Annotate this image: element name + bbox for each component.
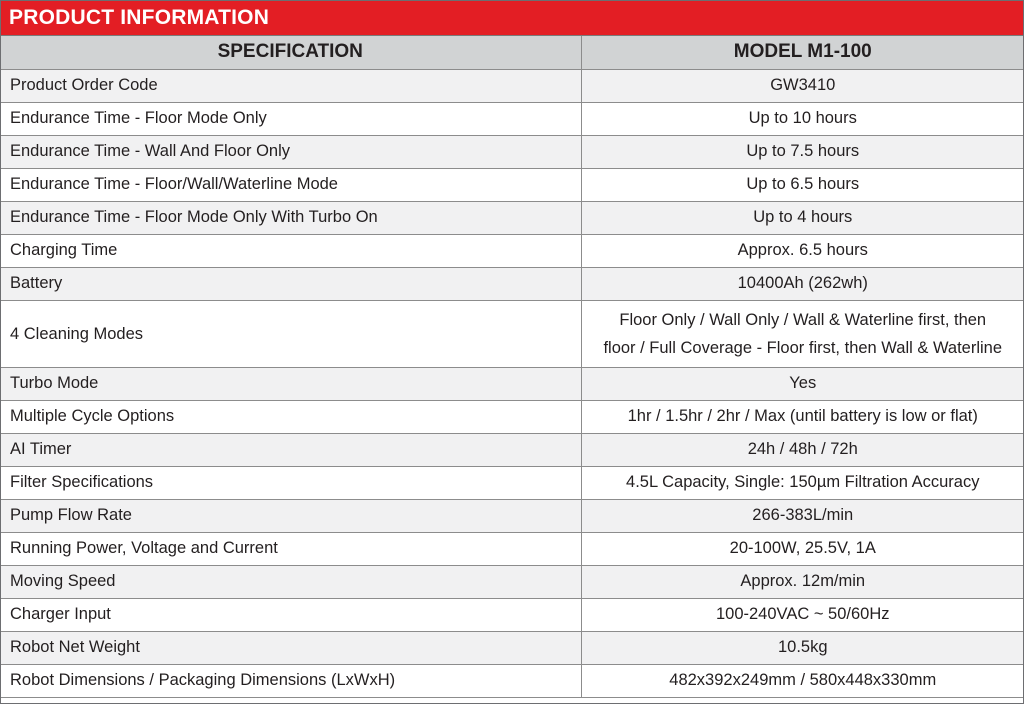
spec-label: Product Order Code	[0, 69, 581, 102]
spec-value: 482x392x249mm / 580x448x330mm	[581, 664, 1024, 697]
table-row	[0, 300, 1024, 367]
table-row	[0, 234, 1024, 267]
spec-value: Approx. 12m/min	[581, 565, 1024, 598]
table-row	[0, 69, 1024, 102]
spec-label: Robot Net Weight	[0, 631, 581, 664]
spec-value: 20-100W, 25.5V, 1A	[581, 532, 1024, 565]
table-row	[0, 532, 1024, 565]
table-row	[0, 135, 1024, 168]
table-row	[0, 466, 1024, 499]
spec-label: Filter Specifications	[0, 466, 581, 499]
spec-value: 1hr / 1.5hr / 2hr / Max (until battery is low or flat)	[581, 400, 1024, 433]
spec-label: Battery	[0, 267, 581, 300]
spec-label: Endurance Time - Floor/Wall/Waterline Mode	[0, 168, 581, 201]
spec-value: 10.5kg	[581, 631, 1024, 664]
spec-label: 4 Cleaning Modes	[0, 300, 581, 367]
spec-label: Endurance Time - Floor Mode Only With Turbo On	[0, 201, 581, 234]
spec-label: Robot Dimensions / Packaging Dimensions (LxWxH)	[0, 664, 581, 697]
table-row	[0, 598, 1024, 631]
section-banner	[0, 0, 1024, 36]
table-row	[0, 102, 1024, 135]
table-row	[0, 201, 1024, 234]
spec-value: Up to 7.5 hours	[581, 135, 1024, 168]
spec-label: Pump Flow Rate	[0, 499, 581, 532]
spec-table	[0, 36, 1024, 698]
table-row	[0, 400, 1024, 433]
spec-value-line: floor / Full Coverage - Floor first, then Wall & Waterline	[603, 338, 1003, 357]
table-row	[0, 565, 1024, 598]
spec-value: Approx. 6.5 hours	[581, 234, 1024, 267]
table-row	[0, 631, 1024, 664]
table-row	[0, 664, 1024, 697]
spec-value: Up to 6.5 hours	[581, 168, 1024, 201]
spec-value: Up to 10 hours	[581, 102, 1024, 135]
spec-label: Moving Speed	[0, 565, 581, 598]
section-title: PRODUCT INFORMATION	[9, 6, 270, 29]
spec-value: 24h / 48h / 72h	[581, 433, 1024, 466]
table-row	[0, 499, 1024, 532]
spec-label: Multiple Cycle Options	[0, 400, 581, 433]
header-specification: SPECIFICATION	[0, 36, 581, 69]
spec-value: 4.5L Capacity, Single: 150µm Filtration Accuracy	[581, 466, 1024, 499]
spec-label: Running Power, Voltage and Current	[0, 532, 581, 565]
spec-value	[581, 300, 1024, 367]
spec-label: AI Timer	[0, 433, 581, 466]
header-row	[0, 36, 1024, 69]
table-row	[0, 168, 1024, 201]
spec-value: Up to 4 hours	[581, 201, 1024, 234]
table-row	[0, 433, 1024, 466]
table-row	[0, 367, 1024, 400]
spec-label: Charger Input	[0, 598, 581, 631]
spec-value: GW3410	[581, 69, 1024, 102]
spec-label: Endurance Time - Wall And Floor Only	[0, 135, 581, 168]
spec-value: 266-383L/min	[581, 499, 1024, 532]
spec-value: 100-240VAC ~ 50/60Hz	[581, 598, 1024, 631]
spec-label: Turbo Mode	[0, 367, 581, 400]
spec-value: 10400Ah (262wh)	[581, 267, 1024, 300]
spec-label: Endurance Time - Floor Mode Only	[0, 102, 581, 135]
table-row	[0, 267, 1024, 300]
spec-label: Charging Time	[0, 234, 581, 267]
spec-value: Yes	[581, 367, 1024, 400]
spec-value-line: Floor Only / Wall Only / Wall & Waterline first, then	[619, 310, 987, 329]
header-model: MODEL M1-100	[581, 36, 1024, 69]
